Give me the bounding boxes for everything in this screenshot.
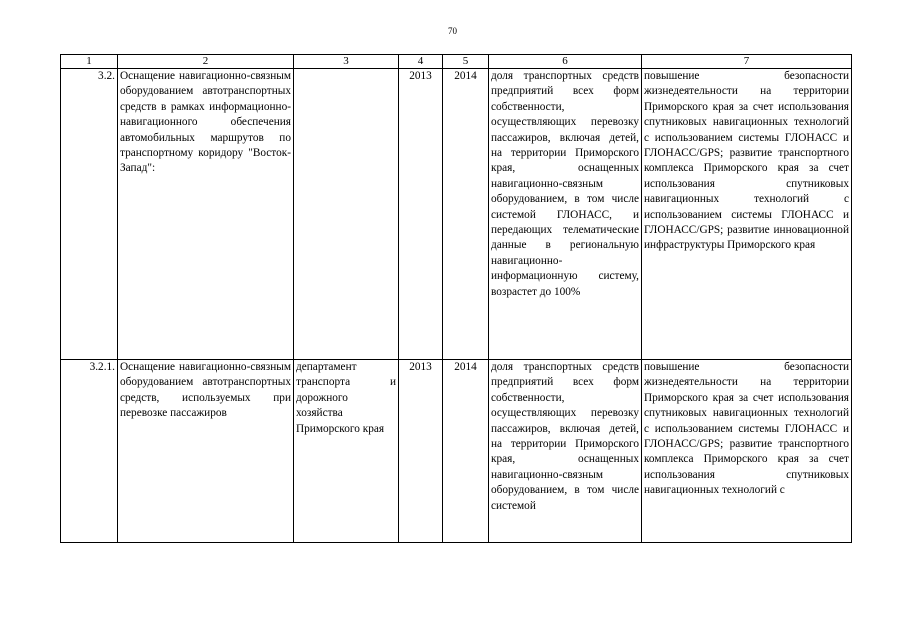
start-year: 2013: [399, 69, 443, 360]
expected-result: повышение безопасности жизнедеятельности на территории Приморского края за счет использования спутниковых навигационных технологий с использованием системы ГЛОНАСС и ГЛОНАСС/GPS; развитие транспортного комплекса Приморского края за счет использования спутниковых навигационных технологий с: [642, 360, 852, 543]
page-number: 70: [448, 26, 457, 36]
activity-name: Оснащение навигационно-связным оборудованием автотранспортных средств, используемых при перевозке пассажиров: [118, 360, 294, 543]
end-year: 2014: [443, 360, 489, 543]
indicator: доля транспортных средств предприятий всех форм собственности, осуществляющих перевозку пассажиров, включая детей, на территории Приморского края, оснащенных навигационно-связным оборудованием, в том числе системой ГЛОНАСС, и передающих телематические данные в региональную навигационно-информационную систему, возрастет до 100%: [489, 69, 642, 360]
header-col-3: 3: [294, 55, 399, 69]
table-row: [61, 69, 852, 360]
header-col-2: 2: [118, 55, 294, 69]
header-col-7: 7: [642, 55, 852, 69]
executor: [294, 69, 399, 360]
end-year: 2014: [443, 69, 489, 360]
table-row: [61, 360, 852, 543]
activity-name: Оснащение навигационно-связным оборудованием автотранспортных средств в рамках информационно-навигационного обеспечения автомобильных маршрутов по транспортному коридору "Восток- Запад":: [118, 69, 294, 360]
program-table: [60, 54, 852, 543]
header-col-1: 1: [61, 55, 118, 69]
row-number: 3.2.1.: [61, 360, 118, 543]
indicator: доля транспортных средств предприятий всех форм собственности, осуществляющих перевозку пассажиров, включая детей, на территории Приморского края, оснащенных навигационно-связным оборудованием, в том числе системой: [489, 360, 642, 543]
header-col-5: 5: [443, 55, 489, 69]
header-col-6: 6: [489, 55, 642, 69]
header-row: [61, 55, 852, 69]
start-year: 2013: [399, 360, 443, 543]
header-col-4: 4: [399, 55, 443, 69]
row-number: 3.2.: [61, 69, 118, 360]
executor: департамент транспорта и дорожного хозяйства Приморского края: [294, 360, 399, 543]
expected-result: повышение безопасности жизнедеятельности на территории Приморского края за счет использования спутниковых навигационных технологий с использованием системы ГЛОНАСС и ГЛОНАСС/GPS; развитие транспортного комплекса Приморского края за счет использования спутниковых навигационных технологий с использованием системы ГЛОНАСС и ГЛОНАСС/GPS; развитие инновационной инфраструктуры Приморского края: [642, 69, 852, 360]
